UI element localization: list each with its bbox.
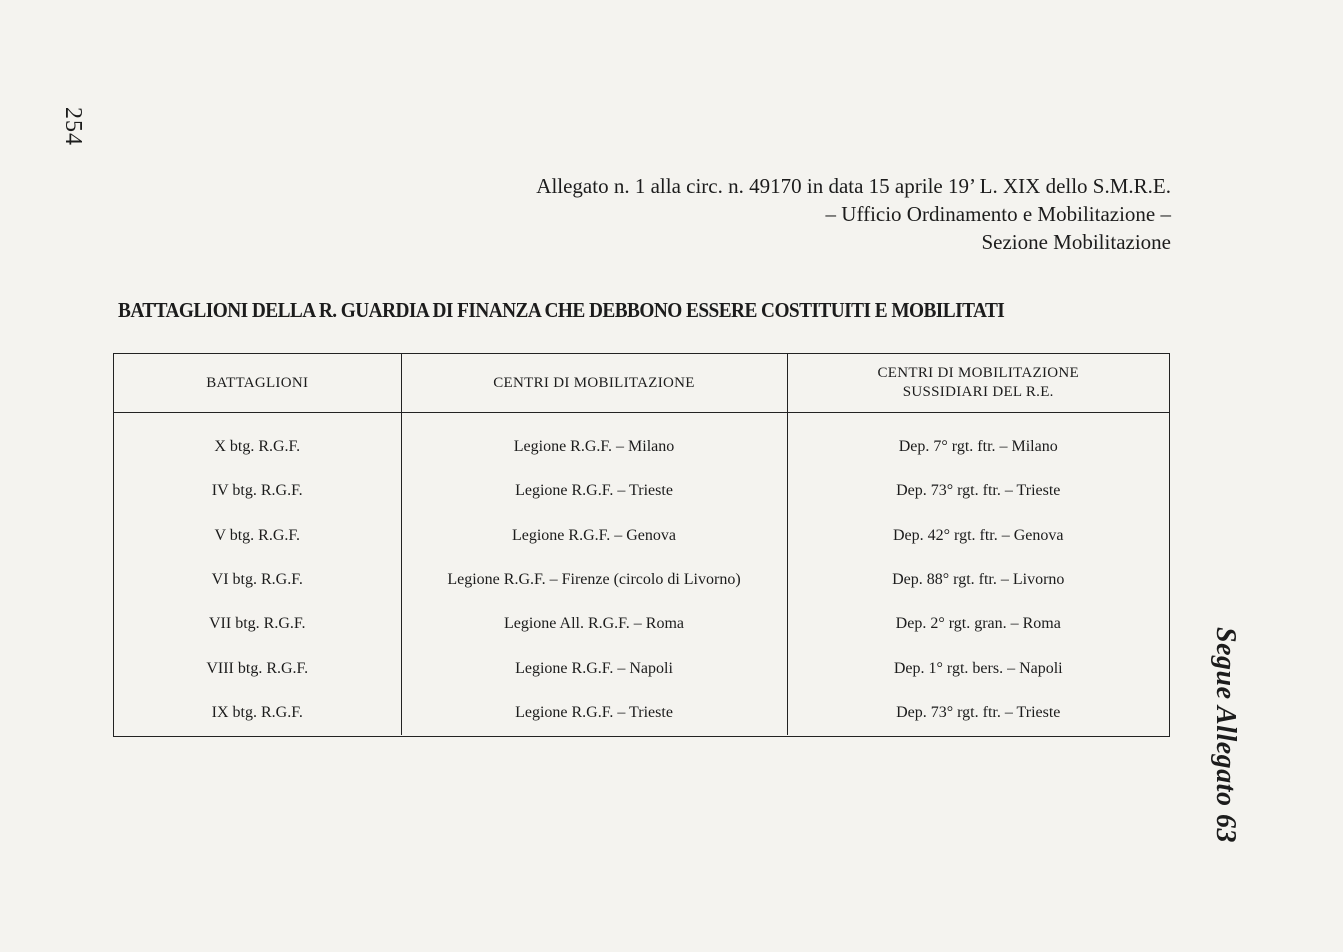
battalions-table	[113, 353, 1170, 737]
table-row	[114, 691, 1169, 735]
cell-centro-mobilitazione: Legione R.G.F. – Firenze (circolo di Livorno)	[401, 558, 787, 602]
table-row	[114, 646, 1169, 690]
cell-battaglione: X btg. R.G.F.	[114, 425, 401, 469]
table-row	[114, 602, 1169, 646]
page-number-text: 254	[59, 106, 86, 146]
cell-battaglione: VI btg. R.G.F.	[114, 558, 401, 602]
header-line-3: Sezione Mobilitazione	[981, 230, 1171, 254]
column-header-centri: CENTRI DI MOBILITAZIONE	[401, 354, 787, 413]
side-note-text: Segue Allegato 63	[1210, 627, 1241, 843]
cell-centro-sussidiario: Dep. 73° rgt. ftr. – Trieste	[896, 482, 1061, 500]
cell-battaglione: VIII btg. R.G.F.	[114, 646, 401, 690]
table-row	[114, 425, 1169, 469]
page-number	[52, 96, 92, 156]
cell-centro-mobilitazione: Legione All. R.G.F. – Roma	[401, 602, 787, 646]
cell-battaglione: IX btg. R.G.F.	[114, 691, 401, 735]
table-row	[114, 558, 1169, 602]
cell-centro-sussidiario: Dep. 7° rgt. ftr. – Milano	[898, 438, 1058, 456]
cell-centro-mobilitazione: Legione R.G.F. – Napoli	[401, 646, 787, 690]
cell-centro-sussidiario: Dep. 2° rgt. gran. – Roma	[895, 615, 1061, 633]
table-row	[114, 514, 1169, 558]
cell-centro-mobilitazione: Legione R.G.F. – Trieste	[401, 691, 787, 735]
cell-centro-sussidiario: Dep. 73° rgt. ftr. – Trieste	[896, 703, 1061, 721]
cell-battaglione: VII btg. R.G.F.	[114, 602, 401, 646]
header-line-1: Allegato n. 1 alla circ. n. 49170 in data 15 aprile 19’ L. XIX dello S.M.R.E.	[536, 174, 1171, 198]
column-header-battaglioni: BATTAGLIONI	[114, 354, 401, 413]
column-header-centri-sussidiari	[787, 354, 1169, 413]
document-header	[536, 172, 1171, 256]
column-header-line-2: SUSSIDIARI DEL R.E.	[902, 384, 1054, 400]
side-note	[1190, 610, 1260, 860]
cell-centro-sussidiario: Dep. 1° rgt. bers. – Napoli	[893, 659, 1063, 677]
cell-centro-sussidiario: Dep. 88° rgt. ftr. – Livorno	[892, 571, 1065, 589]
cell-centro-mobilitazione: Legione R.G.F. – Milano	[401, 425, 787, 469]
column-header-line-1: CENTRI DI MOBILITAZIONE	[877, 365, 1079, 381]
cell-centro-sussidiario: Dep. 42° rgt. ftr. – Genova	[892, 526, 1064, 544]
table-header-row	[114, 354, 1169, 413]
document-title: BATTAGLIONI DELLA R. GUARDIA DI FINANZA CHE DEBBONO ESSERE COSTITUITI E MOBILITATI	[118, 298, 1005, 322]
table-row	[114, 469, 1169, 513]
table-spacer	[114, 413, 1169, 426]
cell-centro-mobilitazione: Legione R.G.F. – Trieste	[401, 469, 787, 513]
cell-battaglione: V btg. R.G.F.	[114, 514, 401, 558]
cell-centro-mobilitazione: Legione R.G.F. – Genova	[401, 514, 787, 558]
cell-battaglione: IV btg. R.G.F.	[114, 469, 401, 513]
header-line-2: – Ufficio Ordinamento e Mobilitazione –	[825, 202, 1171, 226]
